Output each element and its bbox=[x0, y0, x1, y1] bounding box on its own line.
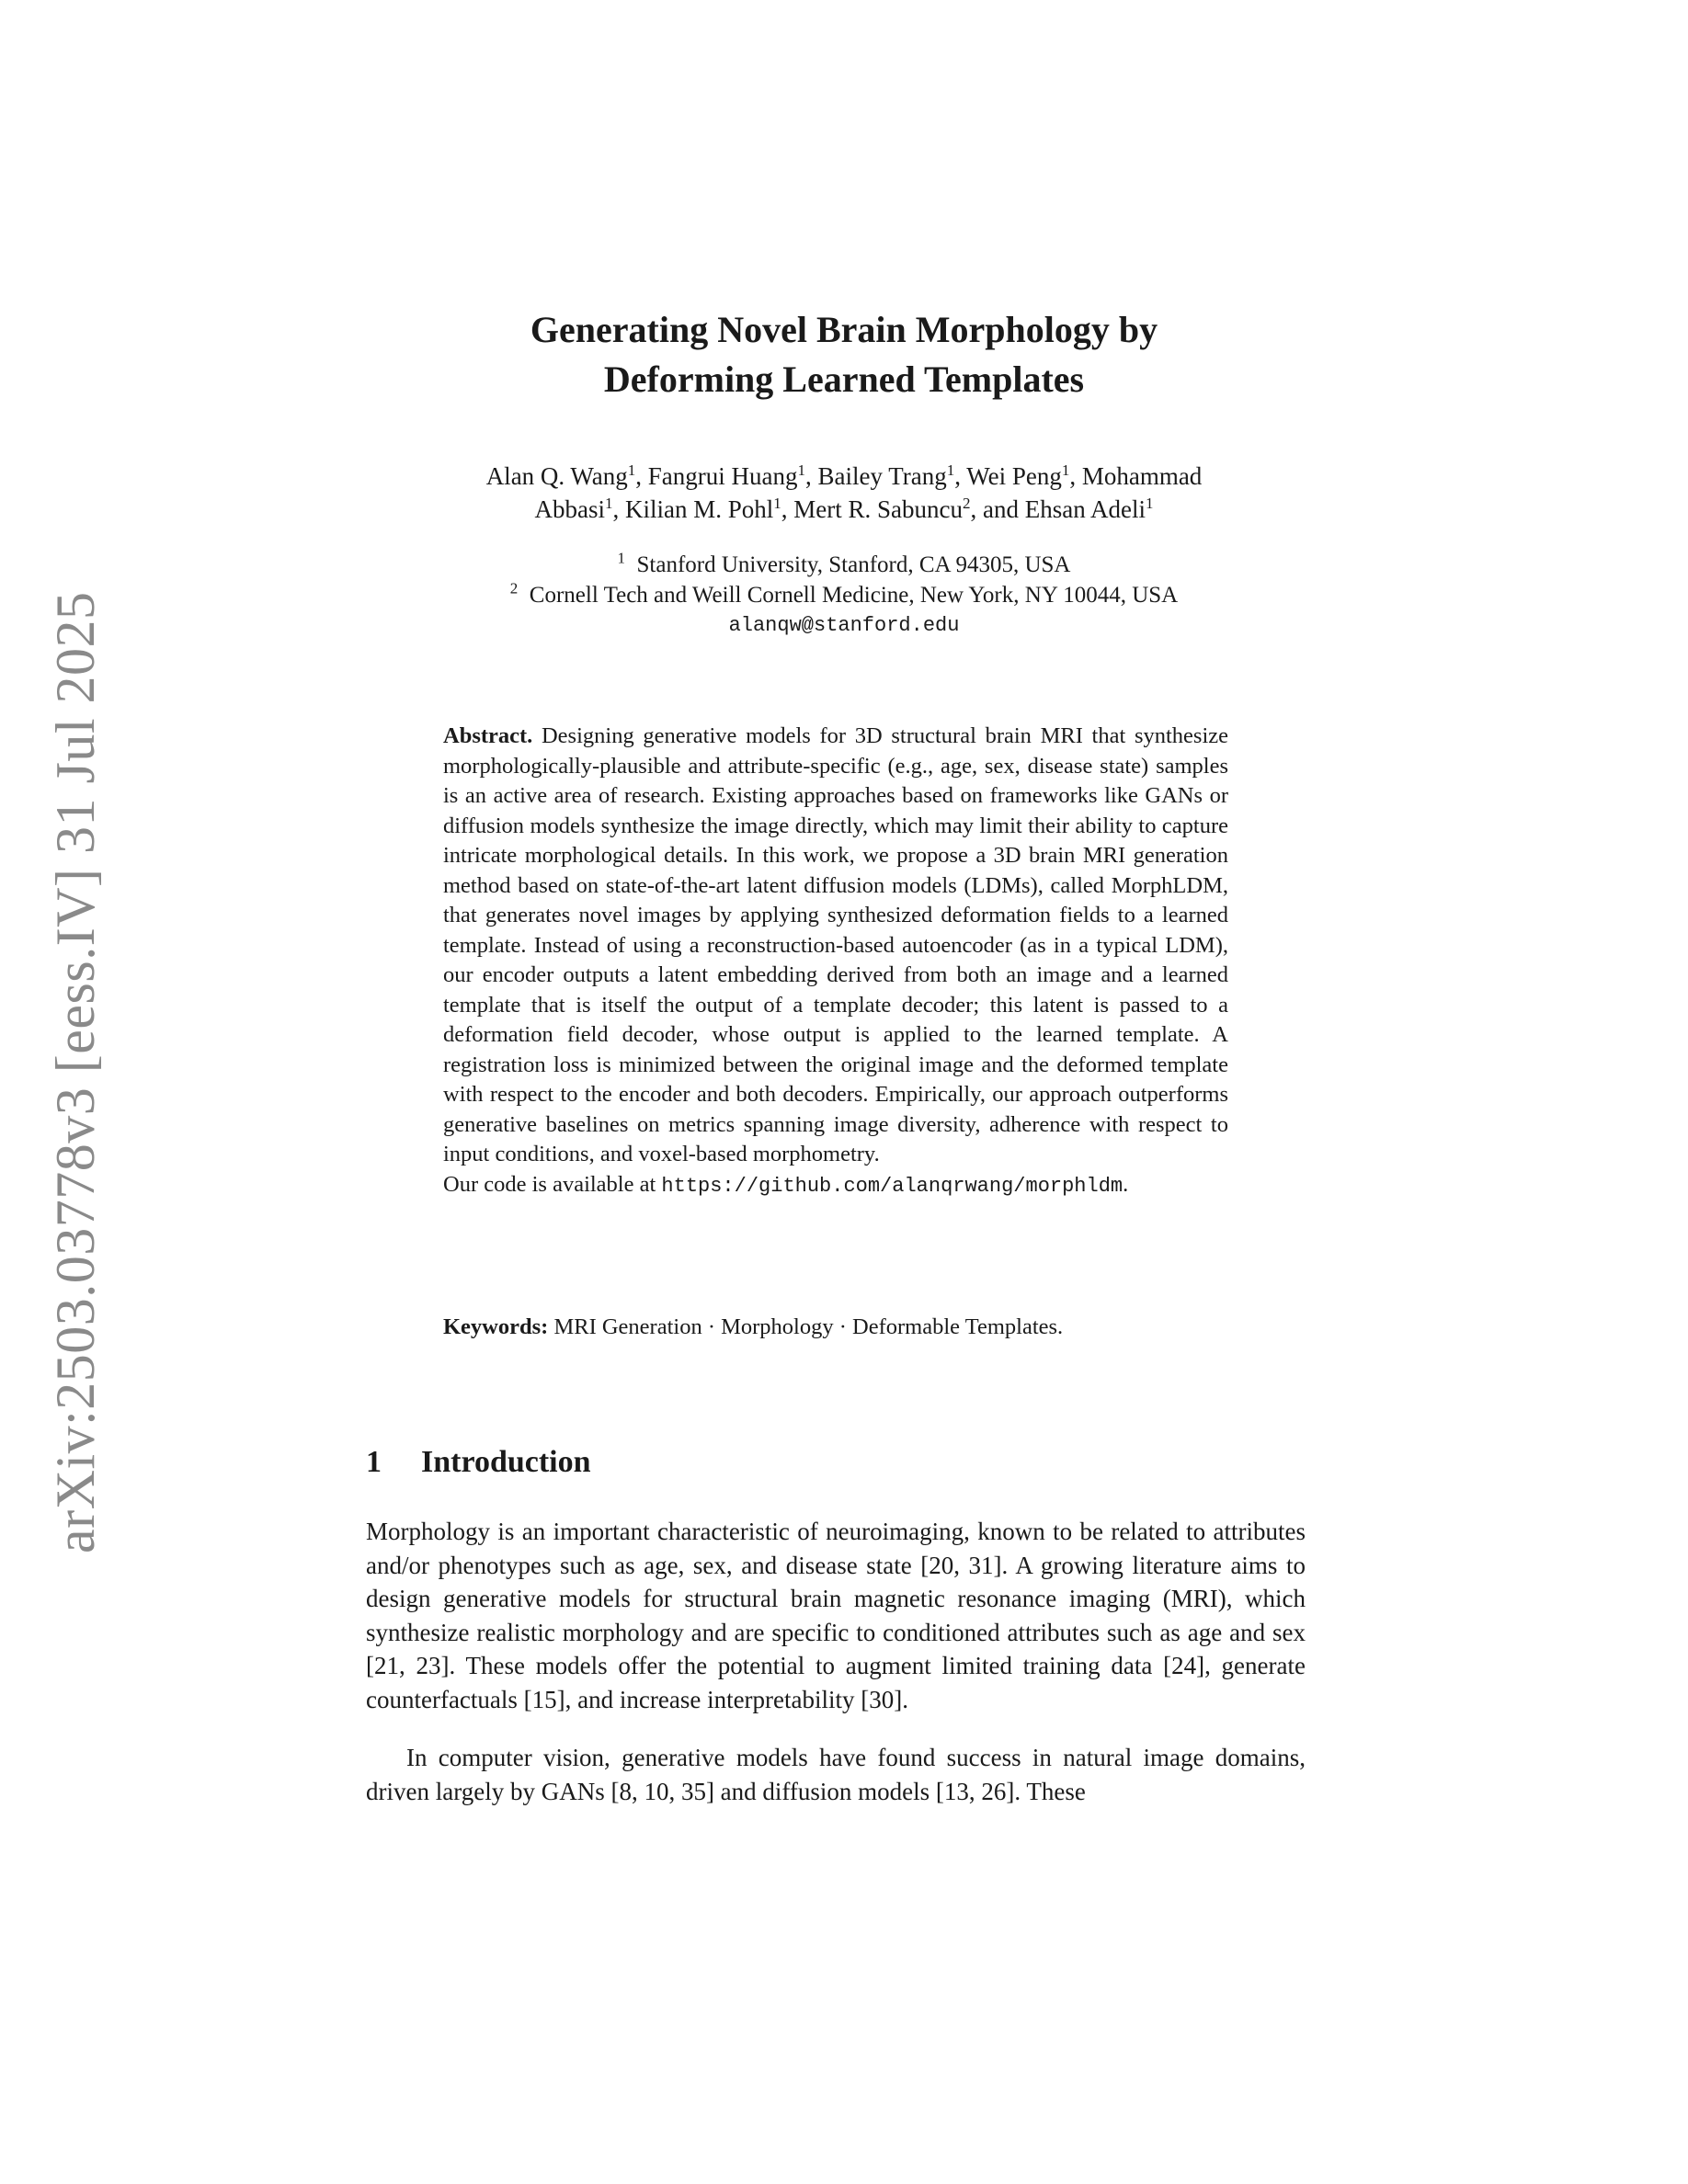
author-name: Wei Peng bbox=[966, 462, 1062, 490]
affiliation-marker: 1 bbox=[1061, 461, 1070, 479]
code-repository-link[interactable]: https://github.com/alanqrwang/morphldm bbox=[661, 1174, 1123, 1198]
affiliation-marker: 2 bbox=[963, 495, 971, 512]
arxiv-identifier-stamp: arXiv:2503.03778v3 [eess.IV] 31 Jul 2025 bbox=[45, 591, 106, 1553]
code-availability-text: Our code is available at bbox=[443, 1171, 656, 1197]
paper-title-line-2: Deforming Learned Templates bbox=[603, 358, 1085, 400]
author-line-2: Abbasi$^1$, Kilian M. Pohl$^1$, Mert R. Sabuncu$^2$, and Ehsan Adeli$^1$ bbox=[534, 495, 1154, 523]
keywords-text: MRI Generation · Morphology · Deformable Templates. bbox=[553, 1314, 1064, 1339]
affiliation-marker: 1 bbox=[1145, 495, 1154, 512]
author-list bbox=[0, 460, 1688, 526]
keywords-block bbox=[443, 1313, 1228, 1342]
paper-title-line-1: Generating Novel Brain Morphology by bbox=[530, 309, 1158, 350]
paper-title bbox=[0, 305, 1688, 404]
affiliation-list bbox=[0, 550, 1688, 641]
body-paragraph: Morphology is an important characteristic of neuroimaging, known to be related to attributes and/or phenotypes such as age, sex, and disease state [20, 31]. A growing literature aims to design generative models for structural brain magnetic resonance imaging (MRI), which synthesize realistic morphology and are specific to conditioned attributes such as age and sex [21, 23]. These models offer the potential to augment limited training data [24], generate counterfactuals [15], and increase interpretability [30]. bbox=[366, 1518, 1306, 1713]
keywords-label: Keywords: bbox=[443, 1314, 549, 1339]
section-number: 1 bbox=[366, 1445, 382, 1479]
affiliation-text: Stanford University, Stanford, CA 94305, USA bbox=[636, 552, 1071, 577]
affiliation-text: Cornell Tech and Weill Cornell Medicine, New York, NY 10044, USA bbox=[529, 583, 1179, 608]
author-name: Ehsan Adeli bbox=[1024, 495, 1146, 523]
author-name: Bailey Trang bbox=[817, 462, 947, 490]
contact-email[interactable]: alanqw@stanford.edu bbox=[728, 614, 960, 637]
affiliation-number: 2 bbox=[509, 579, 519, 597]
author-name: Alan Q. Wang bbox=[485, 462, 628, 490]
affiliation-marker: 1 bbox=[946, 461, 955, 479]
section-title: Introduction bbox=[421, 1445, 591, 1479]
affiliation-marker: 1 bbox=[605, 495, 613, 512]
section-heading-introduction bbox=[366, 1445, 591, 1480]
affiliation-marker: 1 bbox=[797, 461, 805, 479]
abstract-text: Designing generative models for 3D structural brain MRI that synthesize morphologically-plausible and attribute-specific (e.g., age, sex, disease state) samples is an active area of research. Existing approaches based on frameworks like GANs or diffusion models synthesize the image directly, which may limit their ability to capture intricate morphological details. In this work, we propose a 3D brain MRI generation method based on state-of-the-art latent diffusion models (LDMs), called MorphLDM, that generates novel images by applying synthesized deformation fields to a learned template. Instead of using a reconstruction-based autoencoder (as in a typical LDM), our encoder outputs a latent embedding derived from both an image and a learned template that is itself the output of a template decoder; this latent is passed to a deformation field decoder, whose output is applied to the learned template. A registration loss is minimized between the original image and the deformed template with respect to the encoder and both decoders. Empirically, our approach outperforms generative baselines on metrics spanning image diversity, adherence with respect to input conditions, and voxel-based morphometry. bbox=[443, 723, 1229, 1166]
code-availability bbox=[443, 1170, 1228, 1202]
affiliation-number: 1 bbox=[617, 549, 625, 567]
affiliation-marker: 1 bbox=[773, 495, 781, 512]
abstract-block bbox=[443, 722, 1228, 1201]
author-line-1: Alan Q. Wang$^1$, Fangrui Huang$^1$, Bailey Trang$^1$, Wei Peng$^1$, Mohammad bbox=[485, 461, 1203, 490]
affiliation-1 bbox=[0, 550, 1688, 580]
affiliation-2 bbox=[0, 580, 1688, 610]
body-paragraph: In computer vision, generative models have found success in natural image domains, driven largely by GANs [8, 10, 35] and diffusion models [13, 26]. These bbox=[366, 1744, 1306, 1805]
abstract-label: Abstract. bbox=[443, 723, 533, 748]
author-name: Kilian M. Pohl bbox=[625, 495, 774, 523]
code-availability-period: . bbox=[1123, 1171, 1129, 1197]
abstract-paragraph bbox=[443, 722, 1228, 1170]
author-name: Fangrui Huang bbox=[647, 462, 798, 490]
affiliation-marker: 1 bbox=[627, 461, 636, 479]
author-name: Mert R. Sabuncu bbox=[793, 495, 964, 523]
